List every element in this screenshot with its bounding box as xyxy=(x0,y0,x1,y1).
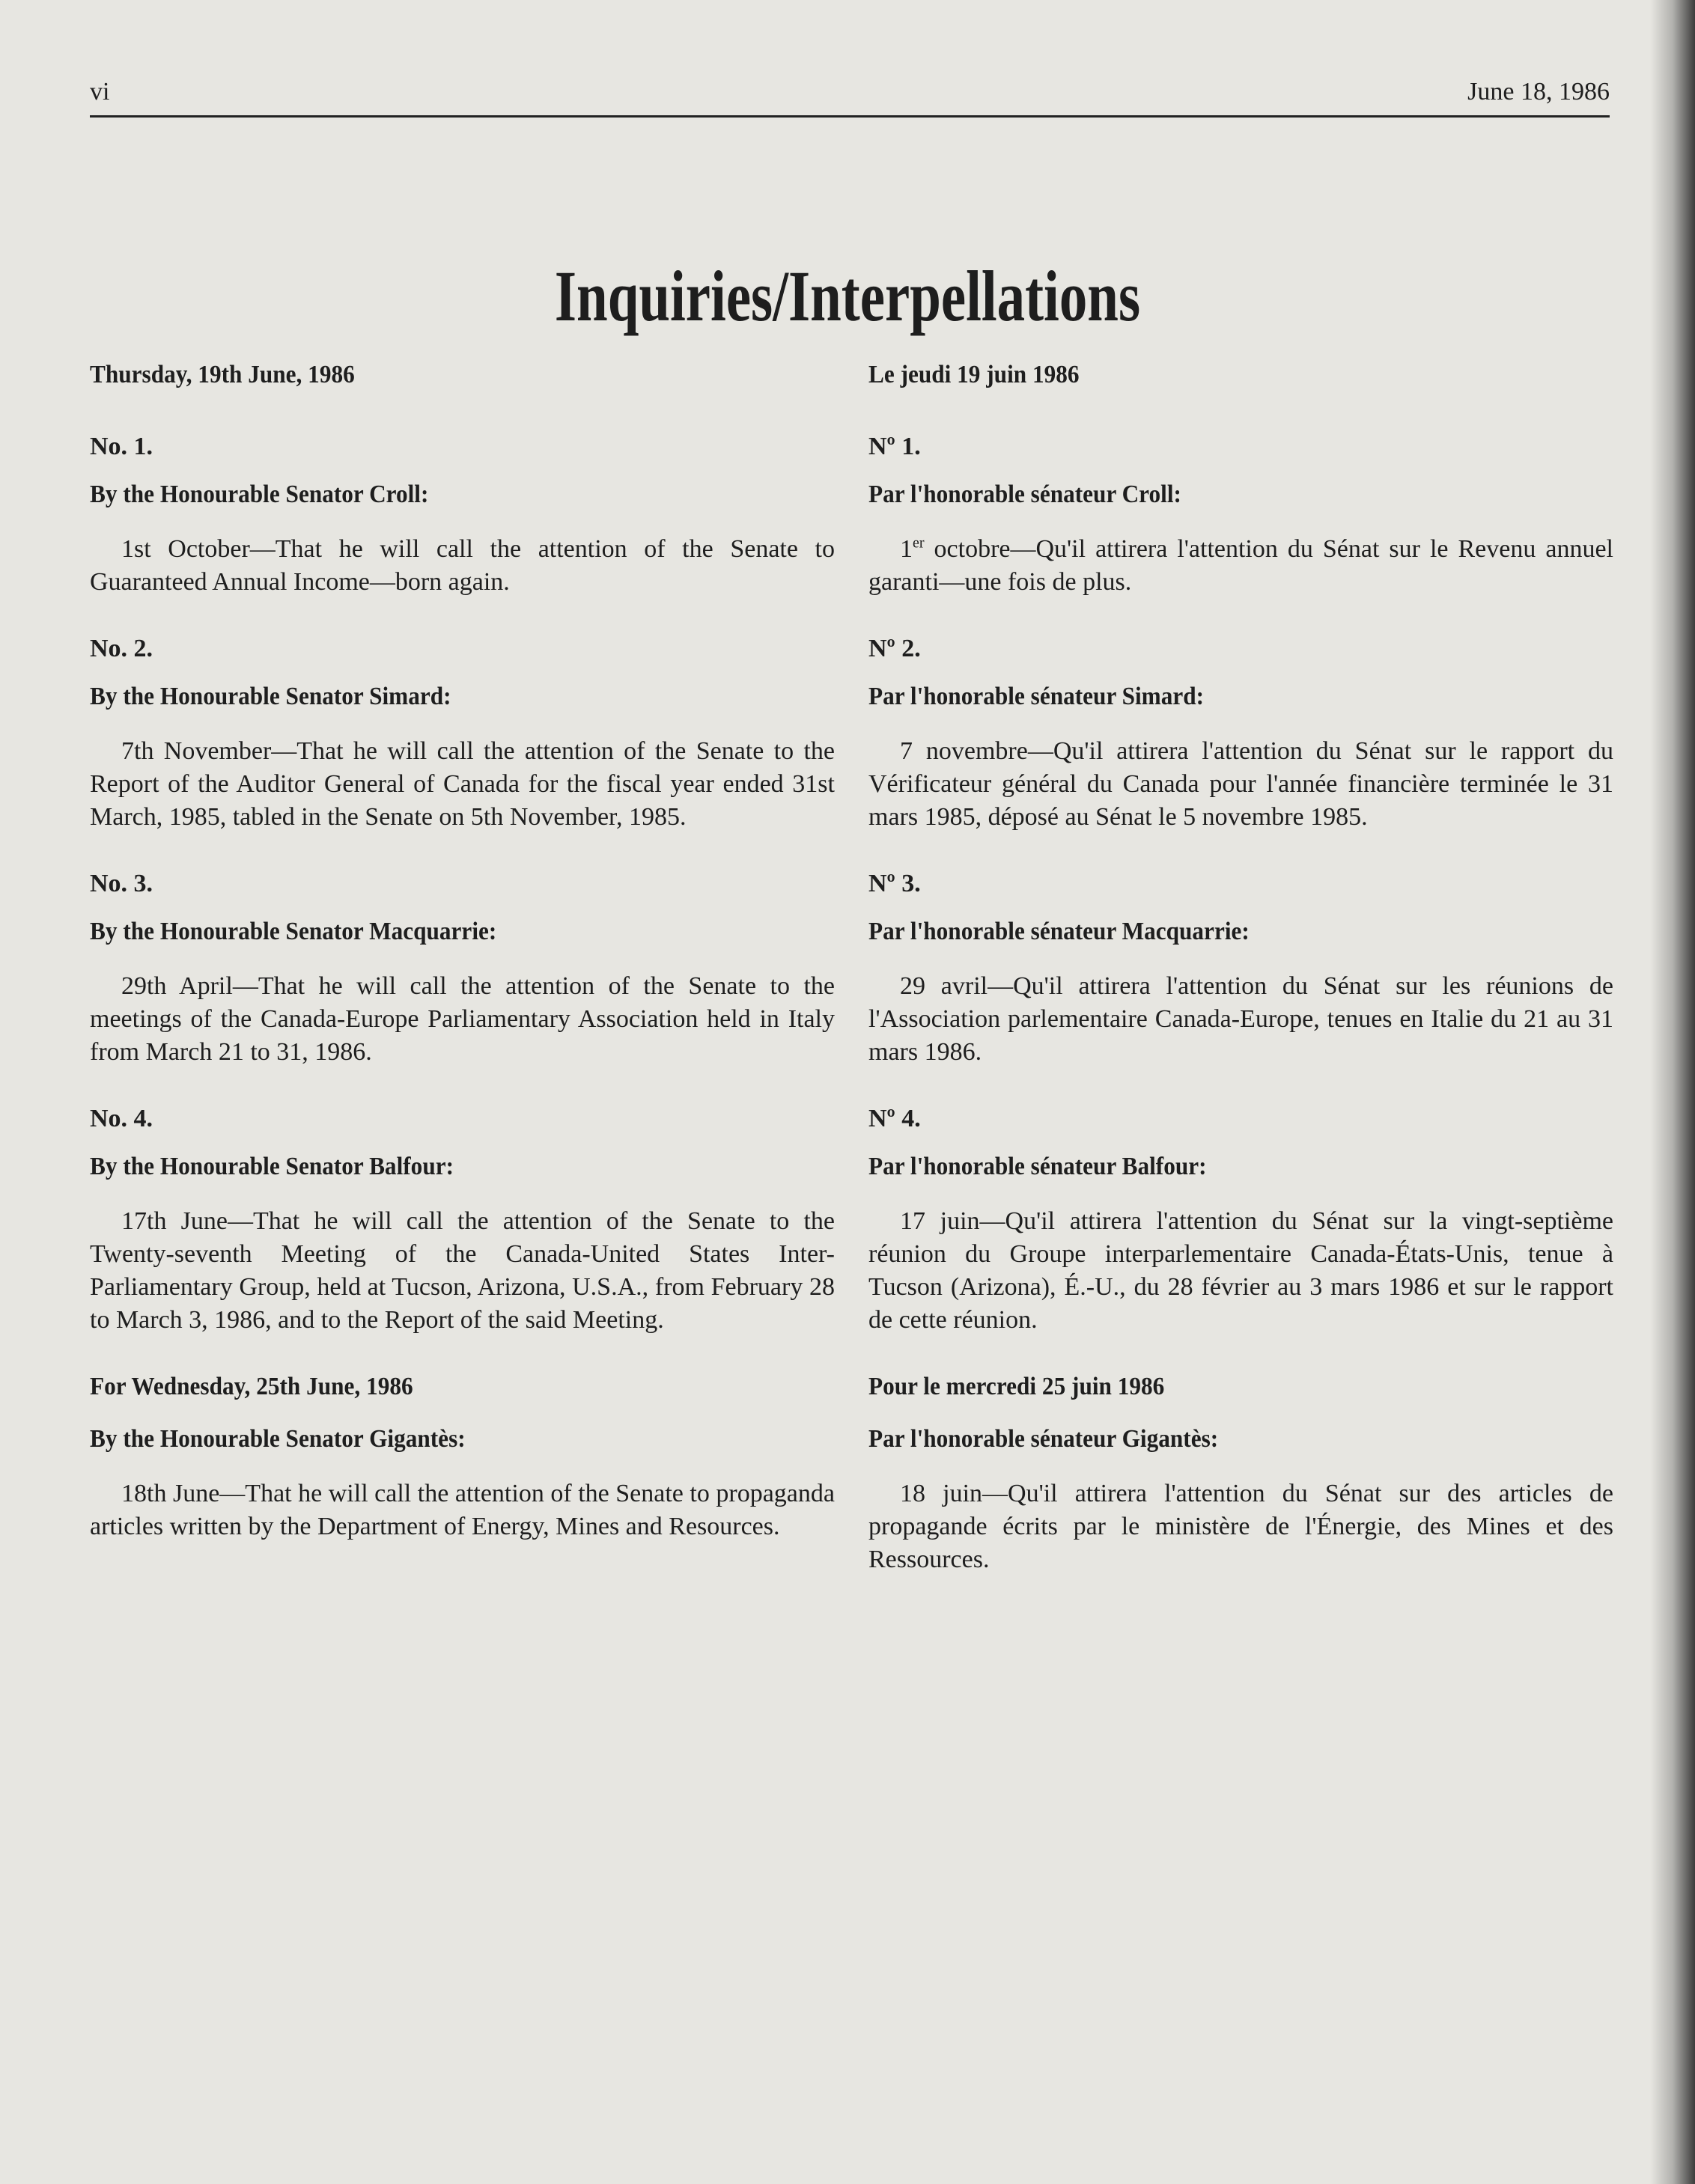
running-header xyxy=(90,78,1610,118)
entry-text: 7th November—That he will call the attention of the Senate to the Report of the Auditor General of Canada for the fiscal year ended 31st March, 1985, tabled in the Senate on 5th November, 1985. xyxy=(90,737,835,831)
entry-number: Nº 4. xyxy=(868,1105,921,1132)
entry-text: 1st October—That he will call the attention of the Senate to Guaranteed Annual Income—born again. xyxy=(90,535,835,596)
entry-ordinal: 1 xyxy=(900,535,913,563)
entry-senator: Par l'honorable sénateur Simard: xyxy=(868,683,1205,710)
header-date: June 18, 1986 xyxy=(1467,78,1610,106)
english-for-entry xyxy=(90,1425,835,1543)
english-entry-1 xyxy=(90,433,835,599)
french-date-heading: Le jeudi 19 juin 1986 xyxy=(868,361,1080,388)
french-column xyxy=(868,361,1613,1612)
english-date-heading: Thursday, 19th June, 1986 xyxy=(90,361,355,388)
english-column xyxy=(90,361,835,1579)
entry-number: No. 2. xyxy=(90,635,153,662)
page-edge-shadow xyxy=(1650,0,1695,2184)
french-entry-3 xyxy=(868,870,1613,1069)
entry-senator: Par l'honorable sénateur Gigantès: xyxy=(868,1425,1219,1453)
page-title: Inquiries/Interpellations xyxy=(554,256,1141,336)
entry-text xyxy=(868,533,1613,599)
english-entry-3 xyxy=(90,870,835,1069)
page-folio: vi xyxy=(90,78,110,106)
entry-senator: By the Honourable Senator Croll: xyxy=(90,481,429,508)
entry-text-body: octobre—Qu'il attirera l'attention du Sénat sur le Revenu annuel garanti—une fois de plus. xyxy=(868,535,1613,596)
entry-number: Nº 1. xyxy=(868,433,921,460)
entry-number: No. 1. xyxy=(90,433,153,460)
english-for-day-heading: For Wednesday, 25th June, 1986 xyxy=(90,1373,413,1400)
french-for-entry xyxy=(868,1425,1613,1576)
entry-senator: By the Honourable Senator Macquarrie: xyxy=(90,918,497,945)
entry-number: No. 4. xyxy=(90,1105,153,1132)
entry-senator: By the Honourable Senator Balfour: xyxy=(90,1153,454,1180)
entry-text: 17 juin—Qu'il attirera l'attention du Sénat sur la vingt-septième réunion du Groupe interparlementaire Canada-États-Unis, tenue à Tucson (Arizona), É.-U., du 28 février au 3 mars 1986 et sur le rapport de cette réunion. xyxy=(868,1207,1613,1334)
entry-text: 18th June—That he will call the attention of the Senate to propaganda articles written by the Department of Energy, Mines and Resources. xyxy=(90,1480,835,1540)
entry-number: Nº 2. xyxy=(868,635,921,662)
entry-text: 7 novembre—Qu'il attirera l'attention du Sénat sur le rapport du Vérificateur général du Canada pour l'année financière terminée le 31 mars 1985, déposé au Sénat le 5 novembre 1985. xyxy=(868,737,1613,831)
french-for-day-heading: Pour le mercredi 25 juin 1986 xyxy=(868,1373,1165,1400)
entry-senator: Par l'honorable sénateur Croll: xyxy=(868,481,1181,508)
english-entry-2 xyxy=(90,635,835,834)
entry-number: No. 3. xyxy=(90,870,153,897)
entry-senator: Par l'honorable sénateur Macquarrie: xyxy=(868,918,1250,945)
entry-ordinal-suffix: er xyxy=(913,534,925,552)
entry-text: 29 avril—Qu'il attirera l'attention du Sénat sur les réunions de l'Association parlementaire Canada-Europe, tenues en Italie du 21 au 31 mars 1986. xyxy=(868,972,1613,1066)
entry-senator: Par l'honorable sénateur Balfour: xyxy=(868,1153,1207,1180)
french-entry-4 xyxy=(868,1105,1613,1337)
english-entry-4 xyxy=(90,1105,835,1337)
entry-senator: By the Honourable Senator Simard: xyxy=(90,683,451,710)
entry-number: Nº 3. xyxy=(868,870,921,897)
entry-text: 17th June—That he will call the attention of the Senate to the Twenty-seventh Meeting of the Canada-United States Inter-Parliamentary Group, held at Tucson, Arizona, U.S.A., from February 28 to March 3, 1986, and to the Report of the said Meeting. xyxy=(90,1207,835,1334)
entry-senator: By the Honourable Senator Gigantès: xyxy=(90,1425,466,1453)
entry-text: 29th April—That he will call the attention of the Senate to the meetings of the Canada-Europe Parliamentary Association held in Italy from March 21 to 31, 1986. xyxy=(90,972,835,1066)
french-entry-1 xyxy=(868,433,1613,599)
entry-text: 18 juin—Qu'il attirera l'attention du Sénat sur des articles de propagande écrits par le ministère de l'Énergie, des Mines et des Ressources. xyxy=(868,1480,1613,1573)
french-entry-2 xyxy=(868,635,1613,834)
